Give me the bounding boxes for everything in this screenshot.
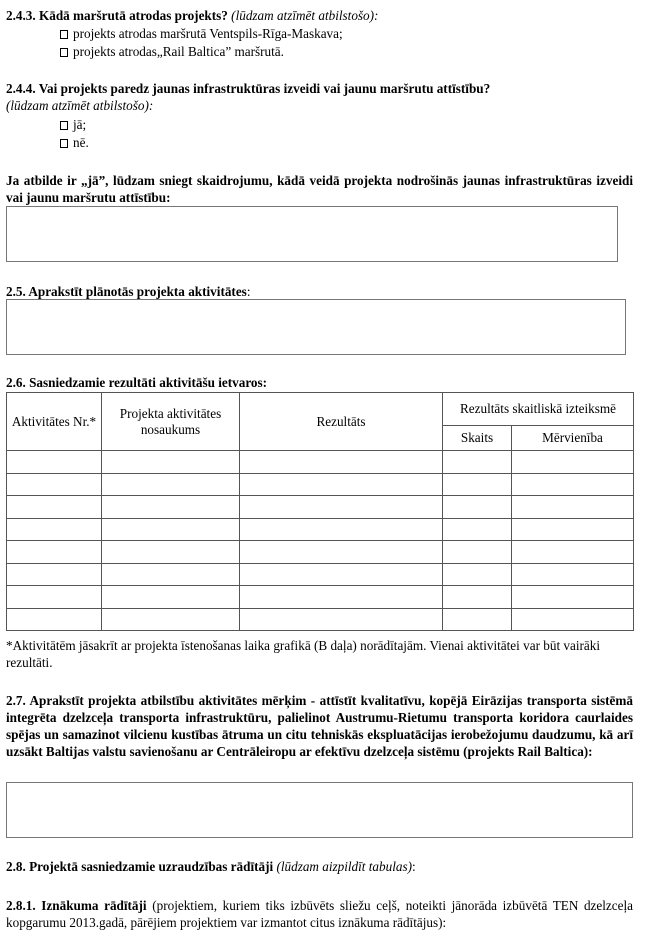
table-cell[interactable] — [7, 496, 102, 519]
table-cell[interactable] — [512, 518, 634, 541]
section-title: 2.5. Aprakstīt plānotās projekta aktivitātes — [6, 284, 247, 299]
table-cell[interactable] — [512, 563, 634, 586]
table-cell[interactable] — [102, 518, 240, 541]
table-cell[interactable] — [7, 451, 102, 474]
table-cell[interactable] — [443, 608, 512, 631]
table-cell[interactable] — [240, 608, 443, 631]
table-cell[interactable] — [102, 563, 240, 586]
table-row — [7, 586, 634, 609]
table-row — [7, 563, 634, 586]
header-count: Skaits — [443, 426, 512, 451]
table-cell[interactable] — [443, 496, 512, 519]
checkbox-icon[interactable] — [60, 30, 68, 39]
table-cell[interactable] — [443, 586, 512, 609]
table-cell[interactable] — [7, 473, 102, 496]
section-2-6-heading: 2.6. Sasniedzamie rezultāti aktivitāšu ietvaros: — [6, 375, 268, 390]
option-label: projekts atrodas maršrutā Ventspils-Rīga-Maskava; — [73, 26, 343, 41]
option-label: nē. — [73, 135, 89, 150]
table-cell[interactable] — [512, 586, 634, 609]
table-row — [7, 451, 634, 474]
header-unit: Mērvienība — [512, 426, 634, 451]
section-2-8-1 — [6, 897, 633, 931]
activities-textbox[interactable] — [6, 299, 626, 355]
checkbox-icon[interactable] — [60, 139, 68, 148]
results-table — [6, 392, 634, 631]
table-cell[interactable] — [240, 451, 443, 474]
header-result: Rezultāts — [240, 393, 443, 451]
table-cell[interactable] — [512, 496, 634, 519]
section-hint: (lūdzam atzīmēt atbilstošo): — [6, 98, 154, 113]
table-cell[interactable] — [7, 541, 102, 564]
table-row — [7, 608, 634, 631]
option-rail-baltica[interactable] — [60, 43, 284, 60]
table-cell[interactable] — [102, 541, 240, 564]
header-activity-name: Projekta aktivitātes nosaukums — [102, 393, 240, 451]
colon: : — [246, 284, 251, 299]
table-cell[interactable] — [7, 563, 102, 586]
table-cell[interactable] — [240, 496, 443, 519]
option-label: jā; — [73, 117, 87, 132]
colon: : — [412, 859, 416, 874]
objective-textbox[interactable] — [6, 782, 633, 838]
table-cell[interactable] — [240, 473, 443, 496]
table-cell[interactable] — [102, 496, 240, 519]
section-body: (projektiem, kuriem tiks izbūvēts sliežu ceļš, noteikti jānorāda izbūvētā TEN dzelzceļa kopgarumu 2013.gadā, pārējiem projektiem var izmantot citus iznākuma rādītājus): — [6, 898, 634, 930]
table-cell[interactable] — [102, 473, 240, 496]
table-cell[interactable] — [443, 541, 512, 564]
section-2-4-4-heading: 2.4.4. Vai projekts paredz jaunas infrastruktūras izveidi vai jaunu maršrutu attīstību? — [6, 81, 491, 96]
section-title: 2.8.1. Iznākuma rādītāji — [6, 898, 147, 913]
checkbox-icon[interactable] — [60, 121, 68, 130]
option-no[interactable] — [60, 134, 89, 151]
table-cell[interactable] — [443, 451, 512, 474]
section-hint: (lūdzam aizpildīt tabulas) — [276, 859, 412, 874]
section-title: 2.4.3. Kādā maršrutā atrodas projekts? — [6, 8, 228, 23]
table-cell[interactable] — [7, 586, 102, 609]
table-cell[interactable] — [102, 586, 240, 609]
table-cell[interactable] — [512, 541, 634, 564]
section-2-7-heading: 2.7. Aprakstīt projekta atbilstību aktivitātes mērķim - attīstīt kvalitatīvu, kopējā Eirāzijas transporta sistēmā integrēta dzelzceļa transporta infrastruktūru, palielinot Austrumu-Rietumu transporta koridora caurlaides spējas un samazinot vilcienu kustības ātruma un citu tehniskās ekspluatācijas ierobežojumu daudzumu, kā arī uzsākt Baltijas valstu savienošanu ar Centrāleiropu ar efektīvu dzelzceļa sistēmu (projekts Rail Baltica): — [6, 693, 633, 759]
table-row — [7, 518, 634, 541]
table-row — [7, 541, 634, 564]
table-cell[interactable] — [102, 451, 240, 474]
table-cell[interactable] — [443, 473, 512, 496]
explanation-textbox[interactable] — [6, 206, 618, 262]
table-cell[interactable] — [443, 518, 512, 541]
table-cell[interactable] — [7, 608, 102, 631]
checkbox-icon[interactable] — [60, 48, 68, 57]
table-cell[interactable] — [512, 451, 634, 474]
table-footnote: *Aktivitātēm jāsakrīt ar projekta īstenošanas laika grafikā (B daļa) norādītajām. Vienai aktivitātei var būt vairāki rezultāti. — [6, 638, 601, 670]
table-cell[interactable] — [240, 518, 443, 541]
table-cell[interactable] — [240, 563, 443, 586]
table-cell[interactable] — [240, 586, 443, 609]
table-cell[interactable] — [512, 608, 634, 631]
table-row — [7, 496, 634, 519]
table-cell[interactable] — [443, 563, 512, 586]
followup-question: Ja atbilde ir „jā”, lūdzam sniegt skaidrojumu, kādā veidā projekta nodrošinās jaunas infrastruktūras izveidi vai jaunu maršrutu attīstību: — [6, 173, 633, 205]
section-hint: (lūdzam atzīmēt atbilstošo): — [231, 8, 379, 23]
option-yes[interactable] — [60, 116, 86, 133]
header-numeric-group: Rezultāts skaitliskā izteiksmē — [443, 393, 634, 426]
table-cell[interactable] — [102, 608, 240, 631]
option-ventspils[interactable] — [60, 25, 343, 42]
table-cell[interactable] — [512, 473, 634, 496]
section-2-4-3-heading — [6, 7, 378, 24]
table-cell[interactable] — [240, 541, 443, 564]
section-2-5-heading — [6, 283, 250, 300]
table-cell[interactable] — [7, 518, 102, 541]
table-row — [7, 473, 634, 496]
section-title: 2.8. Projektā sasniedzamie uzraudzības rādītāji — [6, 859, 274, 874]
section-2-8-heading — [6, 858, 416, 875]
option-label: projekts atrodas„Rail Baltica” maršrutā. — [73, 44, 284, 59]
header-activity-no: Aktivitātes Nr.* — [7, 393, 102, 451]
